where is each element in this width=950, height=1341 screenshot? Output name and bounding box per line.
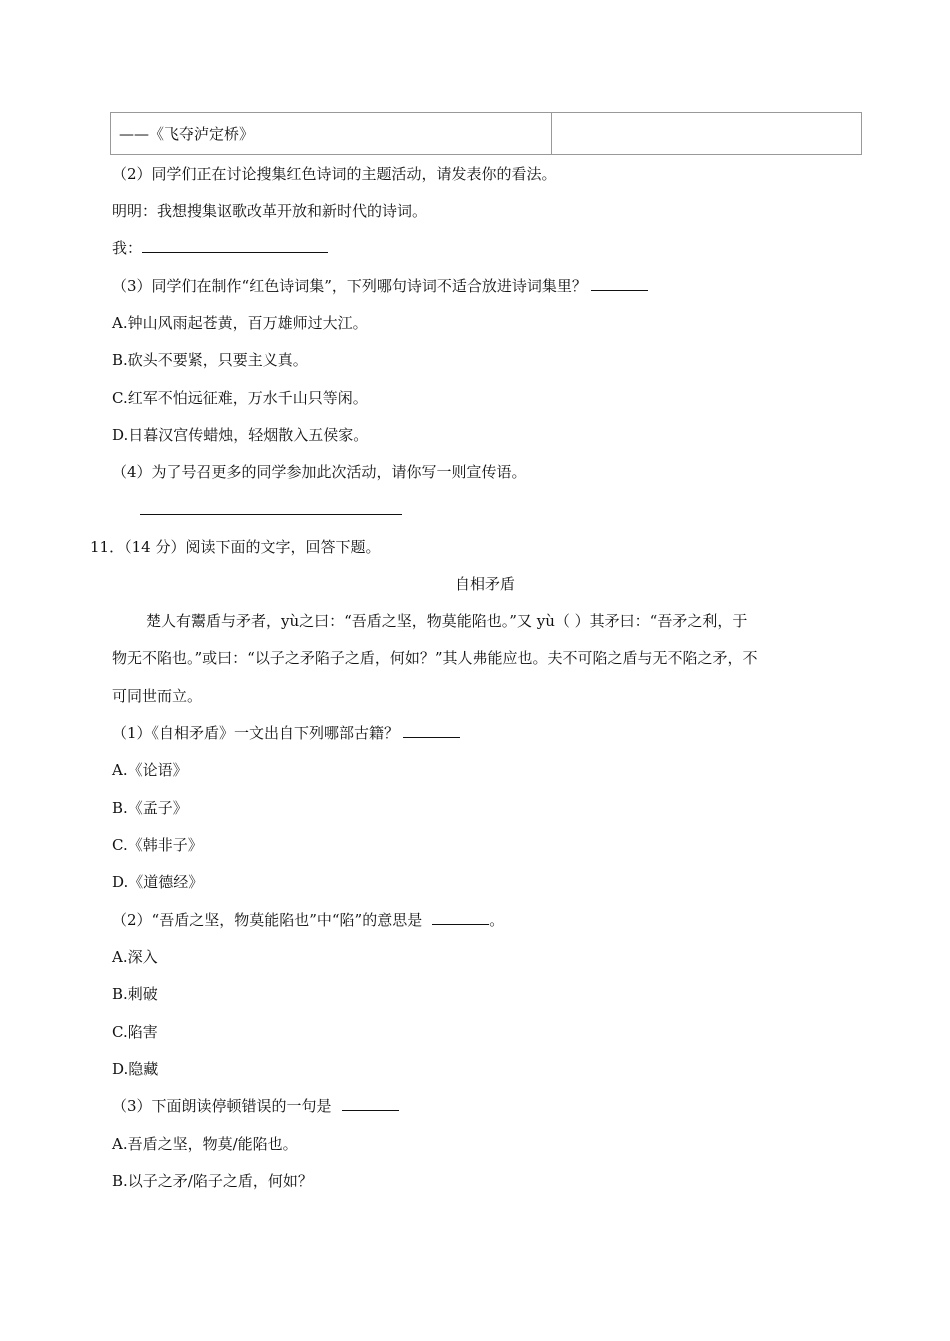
q10-part4-answer-row [140,500,402,520]
q11-part1-prompt: （1）《自相矛盾》一文出自下列哪部古籍？ [112,724,400,742]
q10-part2-answer-blank[interactable] [142,238,328,253]
q11-part1-row [112,723,460,743]
q10-part3-option-c: C.红军不怕远征难，万水千山只等闲。 [112,389,368,407]
q10-part3-option-d: D.日暮汉宫传蜡烛，轻烟散入五侯家。 [112,426,369,444]
q11-part2-option-c: C.陷害 [112,1023,158,1041]
q11-part1-option-d: D.《道德经》 [112,873,204,891]
q11-part2-answer-blank[interactable] [432,910,489,925]
q11-part1-option-c: C.《韩非子》 [112,836,203,854]
passage-line-1: 楚人有鬻盾与矛者，yù之曰：“吾盾之坚，物莫能陷也。”又 yù（ ）其矛曰：“吾矛之利，于 [146,612,748,630]
q10-part2-prompt: （2）同学们正在讨论搜集红色诗词的主题活动，请发表你的看法。 [112,165,557,183]
q11-part3-option-a: A.吾盾之坚，物莫/能陷也。 [112,1135,298,1153]
q10-part3-answer-blank[interactable] [591,276,648,291]
q11-part3-row [112,1096,399,1116]
q10-part2-me-label: 我： [112,239,143,257]
table-cell-empty [552,113,862,155]
q10-part3-option-a: A.钟山风雨起苍黄，百万雄师过大江。 [112,314,368,332]
q11-part2-row [112,910,504,930]
q10-part3-option-b: B.砍头不要紧，只要主义真。 [112,351,308,369]
passage-line-3: 可同世而立。 [112,687,203,705]
poem-table [110,112,862,155]
q11-part1-option-b: B.《孟子》 [112,799,188,817]
q11-part2-option-a: A.深入 [112,948,158,966]
q11-part2-prompt: （2）“吾盾之坚，物莫能陷也”中“陷”的意思是 [112,911,423,929]
q11-part1-answer-blank[interactable] [403,723,460,738]
q11-part3-prompt: （3）下面朗读停顿错误的一句是 [112,1097,332,1115]
passage-line-2: 物无不陷也。”或曰：“以子之矛陷子之盾，何如？”其人弗能应也。夫不可陷之盾与无不陷之矛，不 [112,649,758,667]
q10-part4-answer-blank[interactable] [140,500,402,515]
passage-title: 自相矛盾 [454,575,515,593]
q10-part4-prompt: （4）为了号召更多的同学参加此次活动，请你写一则宣传语。 [112,463,527,481]
q11-part2-suffix: 。 [489,911,505,929]
q11-part2-option-b: B.刺破 [112,985,158,1003]
q10-part2-answer-row [112,238,328,258]
q10-part3-prompt: （3）同学们在制作“红色诗词集”，下列哪句诗词不适合放进诗词集里？ [112,277,587,295]
q11-part3-option-b: B.以子之矛/陷子之盾，何如？ [112,1172,313,1190]
q11-part1-option-a: A.《论语》 [112,761,188,779]
q11-part3-answer-blank[interactable] [342,1096,399,1111]
q11-header: 11．（14 分）阅读下面的文字，回答下题。 [90,538,381,556]
q10-part3-row [112,276,648,296]
table-cell-source: ——《飞夺泸定桥》 [111,113,552,155]
q10-part2-mingming: 明明：我想搜集讴歌改革开放和新时代的诗词。 [112,202,428,220]
q11-part2-option-d: D.隐藏 [112,1060,159,1078]
